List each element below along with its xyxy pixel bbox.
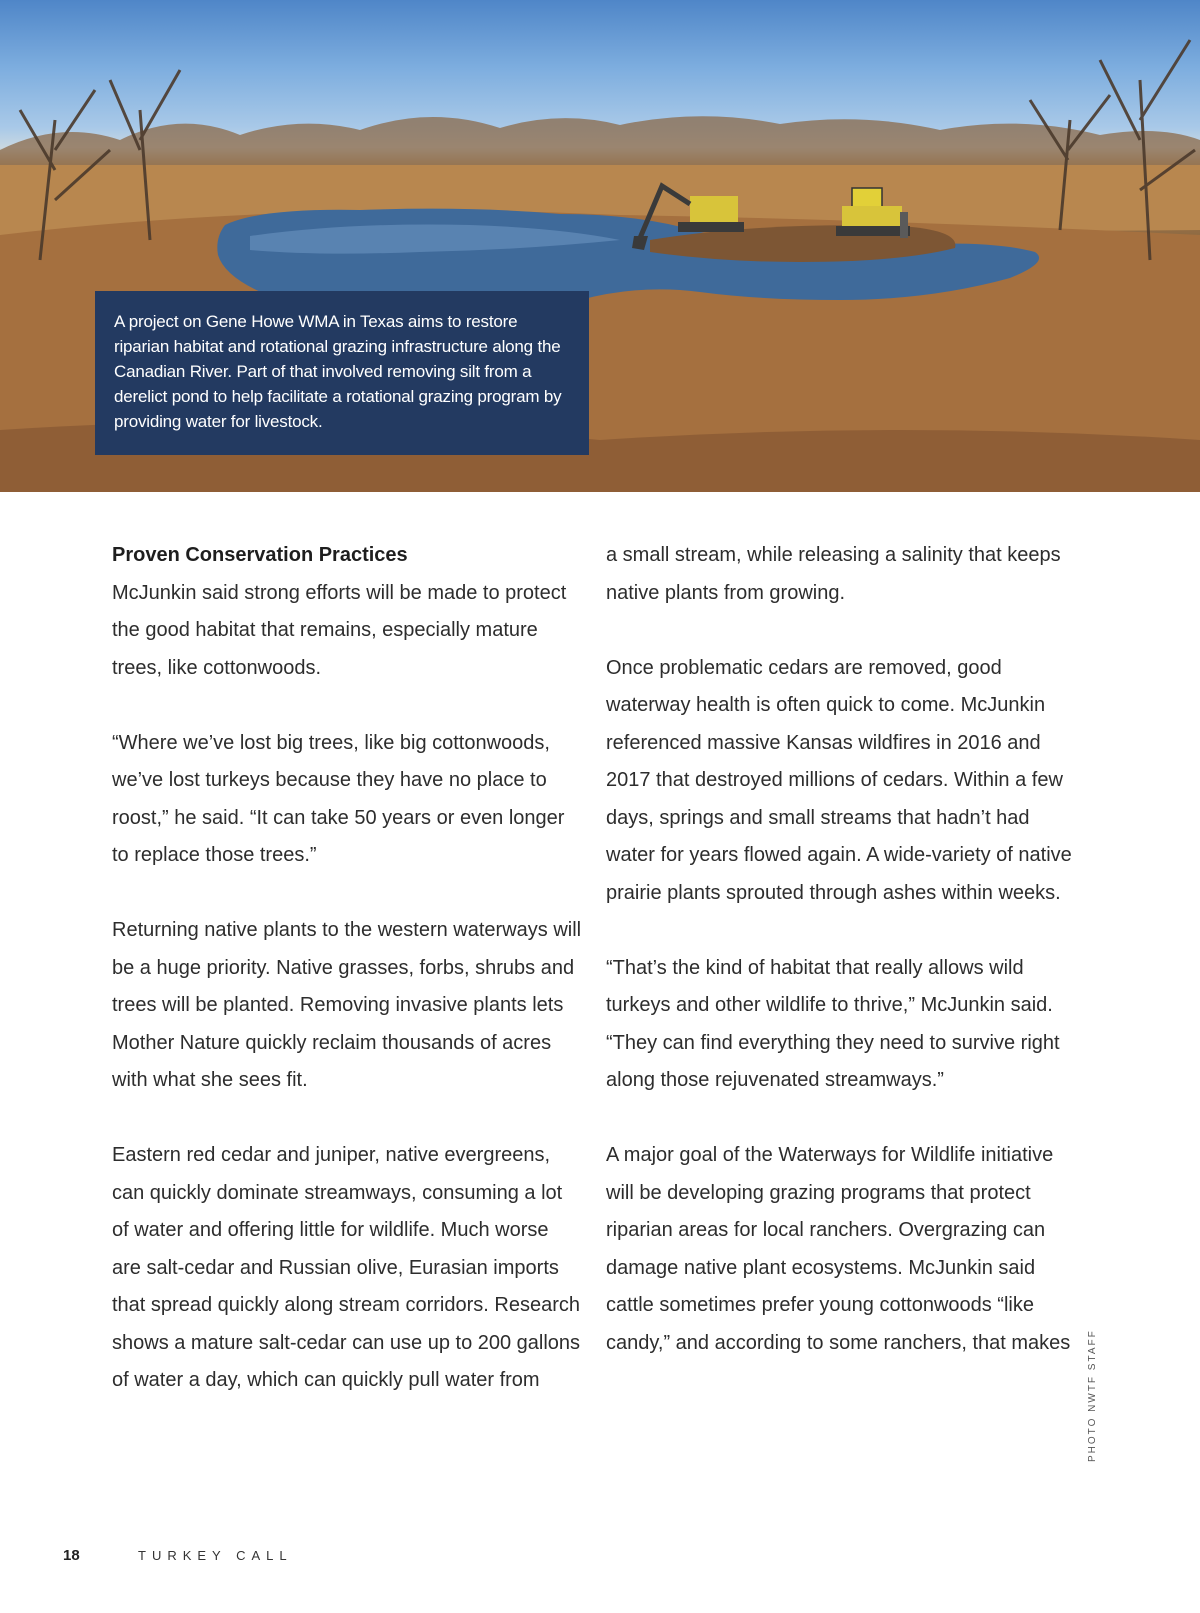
paragraph: A major goal of the Waterways for Wildlife initiative will be developing grazing programs that protect riparian areas for local ranchers. Overgrazing can damage native plant ecosystems. McJunkin said cattle sometimes prefer young cottonwoods “like candy,” and according to some ranchers, that makes xyxy=(606,1144,1071,1354)
paragraph: Once problematic cedars are removed, good waterway health is often quick to come. McJunkin referenced massive Kansas wildfires in 2016 and 2017 that destroyed millions of cedars. Within a few days, springs and small streams that hadn’t had water for years flowed again. A wide-variety of native prairie plants sprouted through ashes within weeks. xyxy=(606,656,1072,904)
magazine-name: TURKEY CALL xyxy=(138,1548,293,1563)
paragraph: a small stream, while releasing a salinity that keeps native plants from growing. xyxy=(606,544,1061,604)
paragraph: Eastern red cedar and juniper, native evergreens, can quickly dominate streamways, consuming a lot of water and offering little for wildlife. Much worse are salt-cedar and Russian olive, Eurasian imports that spread quickly along stream corridors. Research shows a mature salt-cedar can use up to 200 gallons of water a day, which can quickly pull water from xyxy=(112,1144,581,1391)
article-left-column xyxy=(112,537,582,1400)
paragraph: Returning native plants to the western waterways will be a huge priority. Native grasses, forbs, shrubs and trees will be planted. Removing invasive plants lets Mother Nature quickly reclaim thousands of acres with what she sees fit. xyxy=(112,919,582,1091)
page-number: 18 xyxy=(63,1547,80,1564)
paragraph: “That’s the kind of habitat that really allows wild turkeys and other wildlife to thrive,” McJunkin said. “They can find everything they need to survive right along those rejuvenated streamways.” xyxy=(606,956,1060,1091)
article-right-column xyxy=(606,537,1076,1362)
paragraph: “Where we’ve lost big trees, like big cottonwoods, we’ve lost turkeys because they have no place to roost,” he said. “It can take 50 years or even longer to replace those trees.” xyxy=(112,731,565,866)
hero-photo xyxy=(0,0,1200,492)
photo-credit: PHOTO NWTF STAFF xyxy=(1087,1329,1098,1462)
section-heading: Proven Conservation Practices xyxy=(112,544,408,566)
paragraph: McJunkin said strong efforts will be made to protect the good habitat that remains, especially mature trees, like cottonwoods. xyxy=(112,581,567,679)
photo-caption: A project on Gene Howe WMA in Texas aims to restore riparian habitat and rotational grazing infrastructure along the Canadian River. Part of that involved removing silt from a derelict pond to help facilitate a rotational grazing program by providing water for livestock. xyxy=(95,291,589,455)
